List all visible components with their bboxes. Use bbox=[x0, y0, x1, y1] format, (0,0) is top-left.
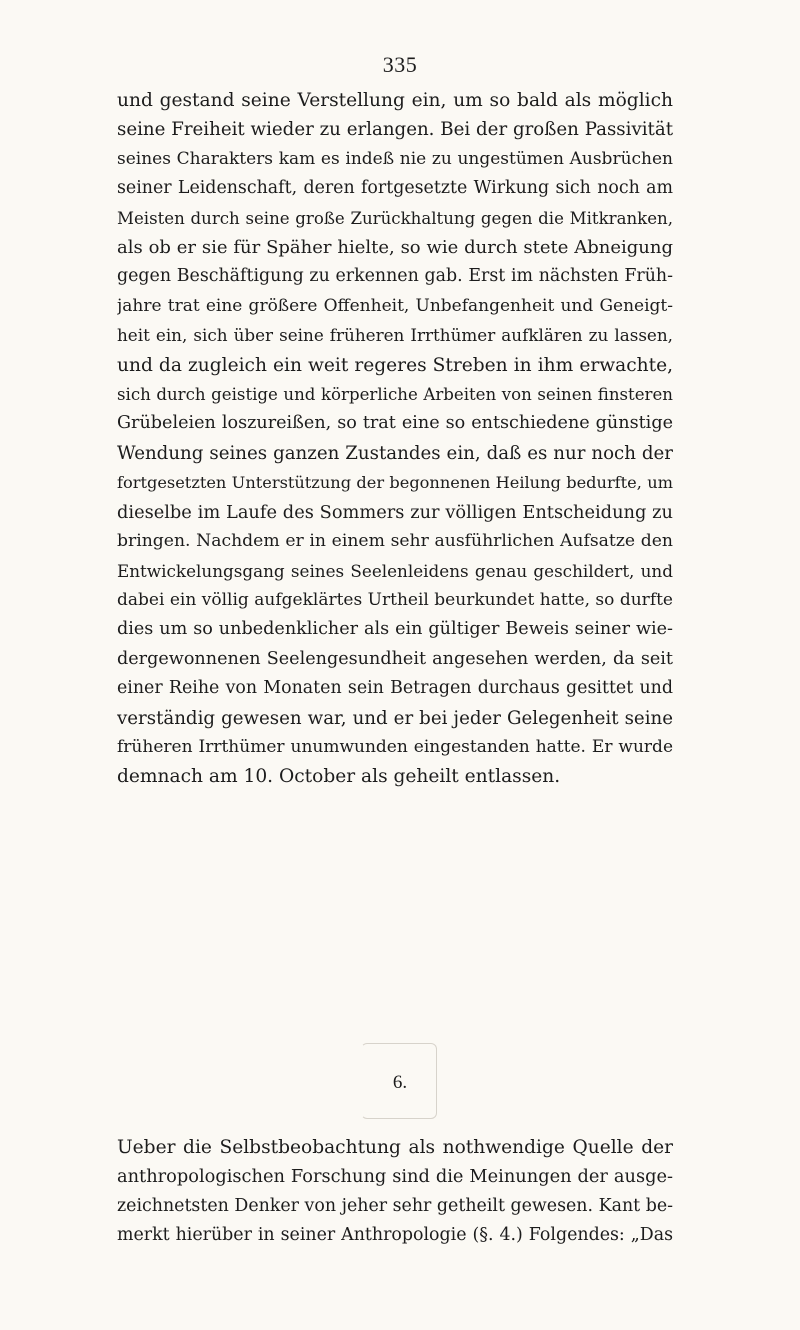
paragraph-case-conclusion bbox=[117, 86, 673, 792]
text-line: anthropologischen Forschung sind die Meinungen der ausge- bbox=[117, 1166, 673, 1188]
text-line: dieselbe im Laufe des Sommers zur völligen Entscheidung zu bbox=[117, 501, 673, 523]
text-line: Meisten durch seine große Zurückhaltung gegen die Mitkranken, bbox=[117, 208, 673, 228]
text-line: dergewonnenen Seelengesundheit angesehen werden, da seit bbox=[117, 648, 673, 669]
text-line: Ueber die Selbstbeobachtung als nothwendige Quelle der bbox=[117, 1137, 673, 1158]
text-line: seines Charakters kam es indeß nie zu ungestümen Ausbrüchen bbox=[117, 148, 673, 169]
text-line: und da zugleich ein weit regeres Streben in ihm erwachte, bbox=[117, 354, 673, 376]
text-line: merkt hierüber in seiner Anthropologie (§. 4.) Folgendes: „Das bbox=[117, 1225, 673, 1246]
text-line: seiner Leidenschaft, deren fortgesetzte Wirkung sich noch am bbox=[117, 178, 673, 199]
text-line: bringen. Nachdem er in einem sehr ausführlichen Aufsatze den bbox=[117, 531, 673, 552]
text-line: dies um so unbedenklicher als ein gültiger Beweis seiner wie- bbox=[117, 619, 673, 640]
text-line: dabei ein völlig aufgeklärtes Urtheil beurkundet hatte, so durfte bbox=[117, 589, 673, 610]
text-line: seine Freiheit wieder zu erlangen. Bei der großen Passivität bbox=[117, 119, 673, 141]
page-number: 335 bbox=[382, 52, 418, 77]
text-line: sich durch geistige und körperliche Arbeiten von seinen finsteren bbox=[117, 385, 673, 405]
text-line: gegen Beschäftigung zu erkennen gab. Erst im nächsten Früh- bbox=[117, 266, 673, 287]
text-line: zeichnetsten Denker von jeher sehr getheilt gewesen. Kant be- bbox=[117, 1195, 673, 1216]
section-number: 6. bbox=[392, 1072, 408, 1093]
paragraph-self-observation bbox=[117, 1133, 673, 1251]
text-line: als ob er sie für Späher hielte, so wie durch stete Abneigung bbox=[117, 237, 673, 259]
text-line: jahre trat eine größere Offenheit, Unbefangenheit und Geneigt- bbox=[117, 295, 673, 316]
text-line: verständig gewesen war, und er bei jeder Gelegenheit seine bbox=[117, 707, 673, 729]
text-line: demnach am 10. October als geheilt entlassen. bbox=[117, 766, 561, 788]
text-line: einer Reihe von Monaten sein Betragen durchaus gesittet und bbox=[117, 678, 673, 699]
text-line: früheren Irrthümer unumwunden eingestanden hatte. Er wurde bbox=[117, 736, 673, 757]
text-line: heit ein, sich über seine früheren Irrthümer aufklären zu lassen, bbox=[117, 325, 673, 346]
text-line: und gestand seine Verstellung ein, um so bald als möglich bbox=[117, 90, 673, 111]
text-line: Wendung seines ganzen Zustandes ein, daß es nur noch der bbox=[117, 442, 673, 464]
text-line: Entwickelungsgang seines Seelenleidens genau geschildert, und bbox=[117, 560, 673, 581]
text-line: fortgesetzten Unterstützung der begonnenen Heilung bedurfte, um bbox=[117, 473, 673, 493]
text-line: Grübeleien loszureißen, so trat eine so entschiedene günstige bbox=[117, 413, 673, 434]
